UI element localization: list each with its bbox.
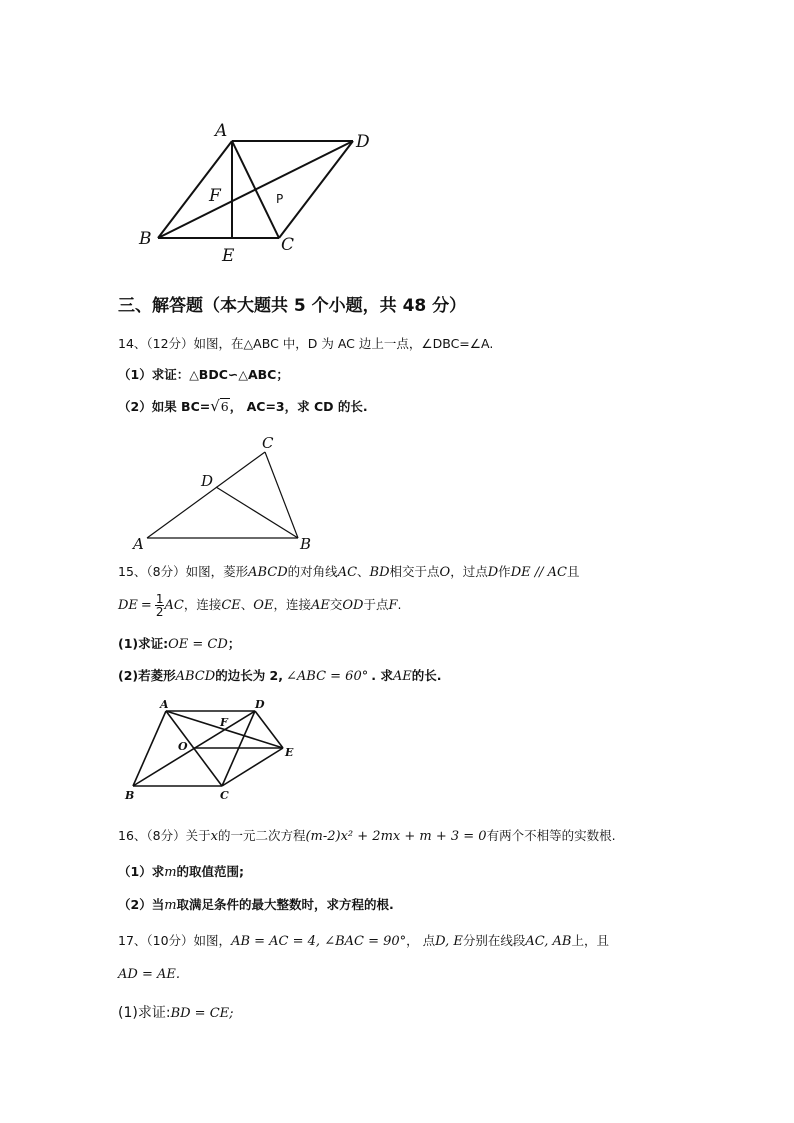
label-e: E [222, 246, 235, 266]
q16-line1 [118, 826, 616, 844]
q15-math: ABCD [175, 669, 216, 684]
q14-heading: 14、（12分）如图，在△ABC 中，D 为 AC 边上一点，∠DBC=∠A. [118, 336, 494, 351]
q15-math: DE // AC [510, 565, 567, 580]
q16-math: m [164, 865, 177, 880]
q16-math: (m-2)x² + 2mx + m + 3 = 0 [305, 829, 487, 844]
q17-text: 分别在线段 [462, 933, 526, 948]
q14-part2-a: （2）如果 BC= [118, 399, 211, 414]
q15-text: 15、（8分）如图，菱形 [118, 564, 249, 579]
q17-text: 17、（10分）如图， [118, 933, 232, 948]
label-f: F [209, 186, 221, 206]
q15-text: 交 [329, 597, 343, 612]
rh-label-c: C [220, 789, 229, 802]
seg-de [255, 711, 283, 748]
q15-text: 、 [357, 564, 370, 579]
q17-math: AD = AE. [118, 967, 180, 982]
q17-part1 [118, 1002, 234, 1022]
q14-part1: （1）求证：△BDC∽△ABC； [118, 367, 289, 382]
q15-math: ABCD [248, 565, 288, 580]
q17-text: 上，且 [571, 933, 609, 948]
q15-text: ； [227, 636, 241, 651]
q15-math: DE [118, 598, 138, 613]
tri-label-c: C [262, 434, 274, 452]
q15-math: F [388, 598, 398, 613]
label-a: A [215, 121, 228, 141]
label-p: P [276, 192, 284, 206]
frac-denominator: 2 [155, 605, 164, 619]
q15-text: 相交于点 [389, 564, 440, 579]
q15-math: CE [221, 598, 241, 613]
q15-text: 于点 [363, 597, 389, 612]
rh-label-o: O [178, 740, 188, 753]
q15-math: OE = CD [168, 637, 228, 652]
q15-math: AE [310, 598, 330, 613]
q15-math: OE [253, 598, 274, 613]
q16-text: 有两个不相等的实数根. [486, 828, 616, 843]
q16-text: （1）求 [118, 864, 165, 879]
q15-math: ∠ABC = 60° [286, 669, 369, 684]
label-b: B [139, 229, 152, 249]
tri-label-a: A [133, 535, 144, 553]
q17-math: D, E [435, 934, 463, 949]
q15-math: AC [337, 565, 358, 580]
rh-label-e: E [285, 746, 294, 759]
q16-part2 [118, 895, 394, 913]
q15-math: OD [342, 598, 364, 613]
q17-math: AC, AB [525, 934, 572, 949]
sqrt-radicand: 6 [220, 399, 229, 414]
rh-label-d: D [255, 698, 265, 711]
q15-text: 且 [566, 564, 580, 579]
q16-text: 的一元二次方程 [217, 828, 306, 843]
q17-line1 [118, 931, 609, 949]
q16-math: m [164, 898, 177, 913]
q17-text: ， 点 [406, 933, 436, 948]
rh-label-b: B [125, 789, 135, 802]
q15-math: AE [392, 669, 412, 684]
q15-math: AC [164, 598, 184, 613]
q16-math: x [210, 829, 218, 844]
q16-text: 取满足条件的最大整数时，求方程的根. [176, 897, 394, 912]
q15-math: O [439, 565, 451, 580]
q15-text: ，过点 [450, 564, 488, 579]
q16-text: 的取值范围; [176, 864, 245, 879]
q15-text: 的长. [411, 668, 442, 683]
q15-math: BD [369, 565, 390, 580]
q17-math: BD = CE; [170, 1006, 234, 1021]
q15-text: . 求 [371, 668, 393, 683]
q15-text: (2)若菱形 [118, 668, 176, 683]
q15-text: 的边长为 2, [215, 668, 283, 683]
q15-math: D [487, 565, 499, 580]
q15-text: 的对角线 [287, 564, 338, 579]
q15-text: 作 [498, 564, 511, 579]
label-d: D [356, 132, 370, 152]
rh-label-a: A [160, 698, 169, 711]
frac-numerator: 1 [155, 592, 164, 606]
seg-ba [133, 711, 166, 786]
q15-math: = [140, 598, 152, 613]
tri-label-d: D [201, 472, 214, 490]
q15-text: . [397, 597, 402, 612]
rh-label-f: F [220, 716, 228, 729]
q17-line2 [118, 966, 180, 982]
q15-text: (1)求证: [118, 636, 169, 651]
q17-text: (1)求证: [118, 1005, 171, 1021]
label-c: C [281, 235, 295, 255]
q16-text: 16、（8分）关于 [118, 828, 211, 843]
q15-text: ，连接 [183, 597, 222, 612]
q15-text: ，连接 [273, 597, 311, 612]
q16-part1 [118, 862, 244, 880]
q16-text: （2）当 [118, 897, 165, 912]
q17-math: AB = AC = 4, ∠BAC = 90° [231, 934, 407, 949]
q15-text: 、 [240, 597, 254, 612]
sqrt-sign: √ [210, 397, 220, 415]
q14-part2-b: ， AC=3，求 CD 的长. [229, 399, 368, 414]
tri-label-b: B [300, 535, 312, 553]
section-title: 三、解答题（本大题共 5 个小题，共 48 分） [118, 296, 467, 316]
